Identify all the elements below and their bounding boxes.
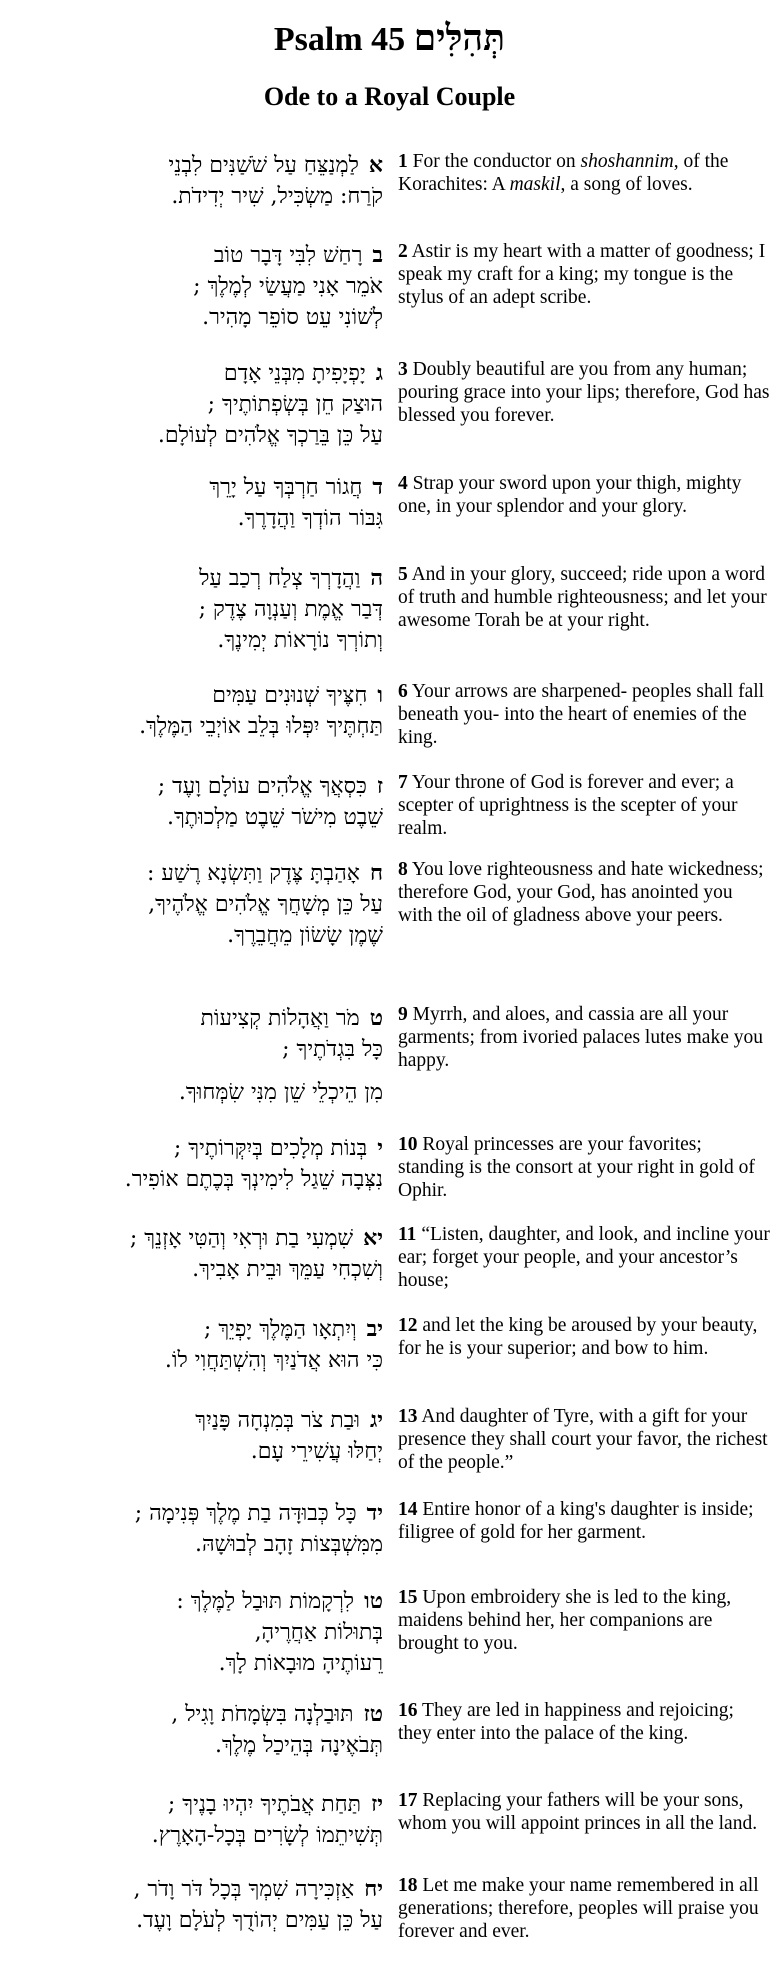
hebrew-text (4, 858, 383, 951)
page-subtitle: Ode to a Royal Couple (263, 82, 516, 111)
verse-number: 8 (398, 859, 408, 880)
verse-number: 12 (398, 1315, 418, 1336)
hebrew-line: אֹמֵר אָנִי מַעֲשַׂי לְמֶלֶךְ ; (193, 274, 383, 299)
hebrew-line (4, 358, 383, 389)
hebrew-line (4, 1314, 383, 1345)
hebrew-line: כִּי הוּא אֲדֹנַיִךְ וְהִשְׁתַּחֲוִי לוֹ. (164, 1348, 383, 1373)
english-text: Your throne of God is forever and ever; a scepter of uprightness is the scepter of your realm. (398, 772, 738, 839)
english-translation (398, 1223, 770, 1292)
hebrew-line (4, 771, 383, 802)
hebrew-line-text: יָפְיָפִיתָ מִבְּנֵי אָדָם (223, 361, 366, 386)
english-translation (398, 858, 770, 927)
hebrew-line: הוּצַק חֵן בְּשְׂפְתוֹתֶיךָ ; (207, 392, 383, 417)
verse-number: 13 (398, 1406, 418, 1427)
hebrew-line-text: וְיִתְאָו הַמֶּלֶךְ יָפְיֵךְ ; (203, 1317, 357, 1342)
english-text: Upon embroidery she is led to the king, maidens behind her, her companions are brought to you. (398, 1587, 732, 1654)
english-translation (398, 680, 770, 749)
hebrew-text (4, 1498, 383, 1560)
hebrew-text (4, 563, 383, 656)
hebrew-verse-number: א (368, 152, 383, 178)
english-translation (398, 1699, 770, 1745)
hebrew-line: שֶׁמֶן שָׂשׂוֹן מֵחֲבֵרֶךָ. (227, 923, 383, 948)
english-text: Doubly beautiful are you from any human; pouring grace into your lips; therefore, God has blessed you forever. (398, 359, 770, 426)
hebrew-text (4, 1789, 383, 1851)
hebrew-line: עַל כֵּן עַמִּים יְהוֹדֻךָ לְעֹלָם וָעֶד. (136, 1908, 383, 1933)
hebrew-line: בְּתוּלוֹת אַחֲרֶיהָ, (254, 1620, 383, 1645)
hebrew-line: נִצְּבָה שֵׁגַל לִימִינְךָ בְּכֶתֶם אוֹפִיר. (124, 1167, 383, 1192)
verse-number: 11 (398, 1224, 417, 1245)
english-translation (398, 1586, 770, 1655)
hebrew-line (4, 1586, 383, 1617)
hebrew-text (4, 1133, 383, 1195)
hebrew-line (4, 680, 383, 711)
hebrew-line-text: תּוּבַלְנָה בִּשְׂמָחֹת וָגִיל , (171, 1702, 354, 1727)
english-text: “Listen, daughter, and look, and incline your ear; forget your people, and your ancestor’s house; (398, 1224, 770, 1291)
hebrew-line: כָּל בִּגְדֹתֶיךָ ; (282, 1037, 383, 1062)
english-text: For the conductor on (412, 151, 581, 172)
english-translation (398, 472, 770, 518)
hebrew-line: וְשִׁכְחִי עַמֵּךְ וּבֵית אָבִיךְ. (192, 1257, 383, 1282)
hebrew-line: דְּבַר אֱמֶת וְעַנְוָה צֶדֶק ; (198, 597, 383, 622)
hebrew-line: רֵעוֹתֶיהָ מוּבָאוֹת לָךְ. (218, 1651, 383, 1676)
hebrew-line-text: רָחַשׁ לִבִּי דָּבָר טוֹב (213, 243, 363, 268)
title-hebrew: תְּהִלִּים (413, 18, 506, 58)
english-italic-term: maskil (509, 174, 561, 195)
page-title (0, 18, 779, 60)
hebrew-text (4, 1699, 383, 1761)
hebrew-line-text: חֲגוֹר חַרְבְּךָ עַל יָרֵךְ (209, 475, 363, 500)
hebrew-line-text: לַמְנַצֵּחַ עַל שֹׁשַׁנִּים לִבְנֵי (168, 153, 359, 178)
hebrew-line (4, 1405, 383, 1436)
hebrew-line (4, 1003, 383, 1034)
hebrew-line: מִמִּשְׁבְּצוֹת זָהָב לְבוּשָׁהּ. (195, 1532, 383, 1557)
english-translation (398, 1789, 770, 1835)
hebrew-verse-number: טז (363, 1701, 383, 1727)
verse-number: 3 (398, 359, 408, 380)
hebrew-text (4, 1405, 383, 1467)
hebrew-line: עַל כֵּן מְשָׁחֲךָ אֱלֹהִים אֱלֹהֶיךָ, (148, 892, 383, 917)
english-text: Royal princesses are your favorites; standing is the consort at your right in gold of Ophir. (398, 1134, 755, 1201)
hebrew-line (4, 1133, 383, 1164)
english-translation (398, 1405, 770, 1474)
english-translation (398, 1003, 770, 1072)
title-english: Psalm 45 (273, 21, 406, 58)
hebrew-verse-number: ט (369, 1005, 383, 1031)
verse-number: 16 (398, 1700, 418, 1721)
english-text: therefore God, your God, has anointed you with the oil of gladness above your peers. (398, 882, 733, 926)
hebrew-text (4, 771, 383, 833)
hebrew-line: וְתוֹרְךָ נוֹרָאוֹת יְמִינֶךָ. (217, 628, 383, 653)
english-text: Astir is my heart with a matter of goodness; I speak my craft for a king; my tongue is the stylus of an adept scribe. (398, 241, 766, 308)
english-translation (398, 358, 770, 427)
hebrew-line-text: שִׁמְעִי בַת וּרְאִי וְהַטִּי אָזְנֵךְ ; (129, 1226, 354, 1251)
hebrew-line: קֹרַח: מַשְׂכִּיל, שִׁיר יְדִידֹת. (171, 184, 383, 209)
english-text: , a song of loves. (560, 174, 693, 195)
verse-number: 18 (398, 1875, 418, 1896)
hebrew-line-text: וּבַת צֹר בְּמִנְחָה פָּנַיִךְ (195, 1408, 360, 1433)
hebrew-line: יְחַלּוּ עֲשִׁירֵי עָם. (250, 1439, 383, 1464)
hebrew-line (4, 858, 383, 889)
verse-number: 14 (398, 1499, 418, 1520)
hebrew-line-text: אַזְכִּירָה שִׁמְךָ בְּכָל דֹּר וָדֹר , (133, 1877, 355, 1902)
english-translation (398, 1498, 770, 1544)
english-text: and let the king be aroused by your beauty, for he is your superior; and bow to him. (398, 1315, 758, 1359)
hebrew-text (4, 1874, 383, 1936)
verse-number: 7 (398, 772, 408, 793)
hebrew-text (4, 680, 383, 742)
english-translation (398, 771, 770, 840)
hebrew-verse-number: יג (369, 1407, 383, 1433)
hebrew-line: תְּבֹאֶינָה בְּהֵיכַל מֶלֶךְ. (215, 1733, 383, 1758)
verse-number: 5 (398, 564, 408, 585)
hebrew-line-text: כִּסְאֲךָ אֱלֹהִים עוֹלָם וָעֶד ; (157, 774, 367, 799)
hebrew-verse-number: ד (372, 474, 383, 500)
hebrew-verse-number: ז (376, 773, 383, 799)
english-translation (398, 240, 770, 309)
hebrew-verse-number: יב (366, 1316, 383, 1342)
hebrew-line: תְּשִׁיתֵמוֹ לְשָׂרִים בְּכָל-הָאָרֶץ. (151, 1823, 383, 1848)
verse-number: 2 (398, 241, 408, 262)
english-translation (398, 150, 770, 196)
english-translation (398, 1874, 770, 1943)
hebrew-line (4, 563, 383, 594)
hebrew-line: לְשׁוֹנִי עֵט סוֹפֵר מָהִיר. (202, 305, 383, 330)
english-italic-term: shoshannim (580, 151, 674, 172)
verse-number: 15 (398, 1587, 418, 1608)
hebrew-line (4, 1223, 383, 1254)
hebrew-line-text: בְּנוֹת מְלָכִים בְּיִקְּרוֹתֶיךָ ; (173, 1136, 368, 1161)
hebrew-line: גִּבּוֹר הוֹדְךָ וַהֲדָרֶךָ. (237, 506, 383, 531)
verse-number: 6 (398, 681, 408, 702)
hebrew-line-text: אָהַבְתָּ צֶּדֶק וַתִּשְׂנָא רֶשַׁע : (147, 861, 360, 886)
english-text: And daughter of Tyre, with a gift for your presence they shall court your favor, the richest of the people.” (398, 1406, 768, 1473)
hebrew-verse-number: ה (370, 565, 383, 591)
english-text: And in your glory, succeed; ride upon a word of truth and humble righteousness; and let your awesome Torah be at your right. (398, 564, 767, 631)
hebrew-text (4, 1223, 383, 1285)
hebrew-line: מִן הֵיכְלֵי שֵׁן מִנִּי שִׂמְּחוּךָ. (178, 1080, 383, 1105)
english-text: Let me make your name remembered in all generations; therefore, peoples will praise you forever and ever. (398, 1875, 759, 1942)
hebrew-verse-number: ב (372, 242, 383, 268)
hebrew-line-text: מֹר וַאֲהָלוֹת קְצִיעוֹת (200, 1006, 360, 1031)
hebrew-line (4, 1699, 383, 1730)
hebrew-line-text: וַהֲדָרְךָ צְלַח רְכַב עַל (199, 566, 361, 591)
english-text: They are led in happiness and rejoicing; they enter into the palace of the king. (398, 1700, 734, 1744)
hebrew-text (4, 150, 383, 212)
hebrew-text (4, 1586, 383, 1679)
hebrew-line: תַּחְתֶּיךָ יִפְּלוּ בְּלֵב אוֹיְבֵי הַמֶּלֶךְ. (139, 714, 383, 739)
hebrew-text (4, 1003, 383, 1108)
hebrew-text (4, 240, 383, 333)
verse-number: 9 (398, 1004, 408, 1025)
english-text: Myrrh, and aloes, and cassia are all your garments; from ivoried palaces lutes make you happy. (398, 1004, 763, 1071)
hebrew-line (4, 1874, 383, 1905)
verse-number: 1 (398, 151, 408, 172)
hebrew-line-text: תַּחַת אֲבֹתֶיךָ יִהְיוּ בָנֶיךָ ; (167, 1792, 362, 1817)
english-translation (398, 563, 770, 632)
english-text: Entire honor of a king's daughter is inside; filigree of gold for her garment. (398, 1499, 754, 1543)
hebrew-verse-number: יח (364, 1876, 383, 1902)
hebrew-line: שֵׁבֶט מִישֹׁר שֵׁבֶט מַלְכוּתֶךָ. (166, 805, 383, 830)
hebrew-verse-number: ו (377, 682, 383, 708)
hebrew-line (4, 472, 383, 503)
hebrew-line (4, 1498, 383, 1529)
english-text: Replacing your fathers will be your sons, whom you will appoint princes in all the land. (398, 1790, 758, 1834)
hebrew-text (4, 1314, 383, 1376)
hebrew-verse-number: ג (375, 360, 383, 386)
hebrew-verse-number: יד (366, 1500, 383, 1526)
hebrew-line-text: לִרְקָמוֹת תּוּבַל לַמֶּלֶךְ : (176, 1589, 355, 1614)
hebrew-line: עַל כֵּן בֵּרַכְךָ אֱלֹהִים לְעוֹלָם. (157, 423, 383, 448)
hebrew-line-text: כָּל כְּבוּדָּה בַת מֶלֶךְ פְּנִימָה ; (134, 1501, 357, 1526)
english-translation (398, 1314, 770, 1360)
verse-number: 17 (398, 1790, 418, 1811)
english-text: Strap your sword upon your thigh, mighty one, in your splendor and your glory. (398, 473, 742, 517)
hebrew-verse-number: יז (371, 1791, 383, 1817)
hebrew-line (4, 1789, 383, 1820)
hebrew-verse-number: י (377, 1135, 383, 1161)
hebrew-verse-number: ח (369, 860, 383, 886)
hebrew-line (4, 150, 383, 181)
hebrew-verse-number: טו (364, 1588, 383, 1614)
english-translation (398, 1133, 770, 1202)
english-text: You love righteousness and hate wickedness; (411, 859, 764, 880)
english-text: , of the Korachites: A (398, 151, 729, 195)
hebrew-verse-number: יא (363, 1225, 383, 1251)
hebrew-line (4, 240, 383, 271)
verse-number: 4 (398, 473, 408, 494)
hebrew-line-text: חִצֶּיךָ שְׁנוּנִים עַמִּים (212, 683, 368, 708)
hebrew-text (4, 358, 383, 451)
verse-number: 10 (398, 1134, 418, 1155)
english-text: Your arrows are sharpened- peoples shall fall beneath you- into the heart of enemies of the king. (398, 681, 765, 748)
hebrew-text (4, 472, 383, 534)
